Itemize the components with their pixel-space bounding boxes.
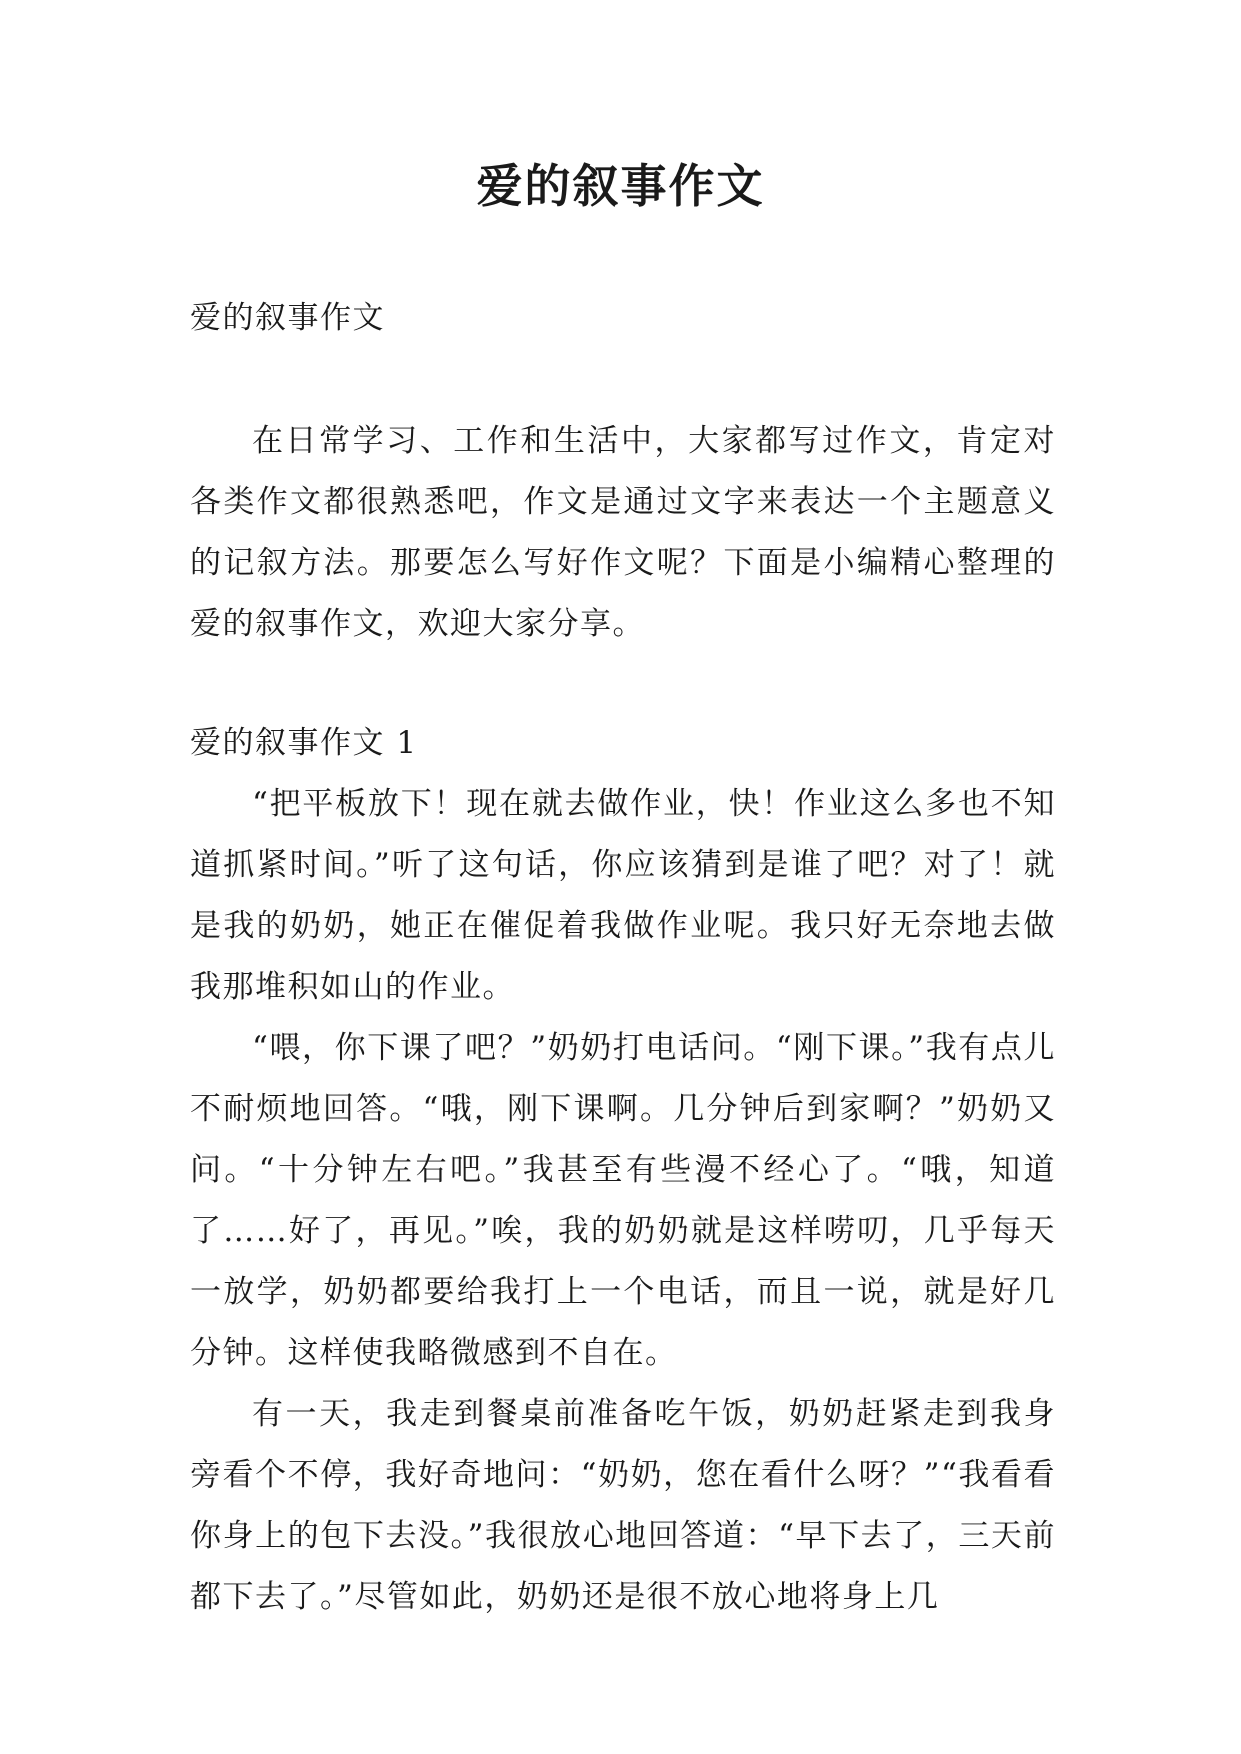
spacer	[190, 349, 1056, 411]
intro-paragraph: 在日常学习、工作和生活中，大家都写过作文，肯定对各类作文都很熟悉吧，作文是通过文字来表达一个主题意义的记叙方法。那要怎么写好作文呢？下面是小编精心整理的爱的叙事作文，欢迎大家分享。	[190, 423, 1056, 642]
document-body	[190, 288, 1056, 1628]
body-paragraph-2: “喂，你下课了吧？”奶奶打电话问。“刚下课。”我有点儿不耐烦地回答。“哦，刚下课啊。几分钟后到家啊？”奶奶又问。“十分钟左右吧。”我甚至有些漫不经心了。“哦，知道了……好了，再见。”唉，我的奶奶就是这样唠叨，几乎每天一放学，奶奶都要给我打上一个电话，而且一说，就是好几分钟。这样使我略微感到不自在。	[190, 1030, 1056, 1371]
body-paragraph-3: 有一天，我走到餐桌前准备吃午饭，奶奶赶紧走到我身旁看个不停，我好奇地问：“奶奶，您在看什么呀？”“我看看你身上的包下去没。”我很放心地回答道：“早下去了，三天前都下去了。”尽管如此，奶奶还是很不放心地将身上几	[190, 1396, 1056, 1615]
document-subtitle: 爱的叙事作文	[190, 300, 385, 336]
section-heading: 爱的叙事作文 1	[190, 725, 418, 761]
spacer	[190, 655, 1056, 713]
body-paragraph-1: “把平板放下！现在就去做作业，快！作业这么多也不知道抓紧时间。”听了这句话，你应该猜到是谁了吧？对了！就是我的奶奶，她正在催促着我做作业呢。我只好无奈地去做我那堆积如山的作业。	[190, 786, 1056, 1005]
document-title: 爱的叙事作文	[476, 159, 765, 213]
